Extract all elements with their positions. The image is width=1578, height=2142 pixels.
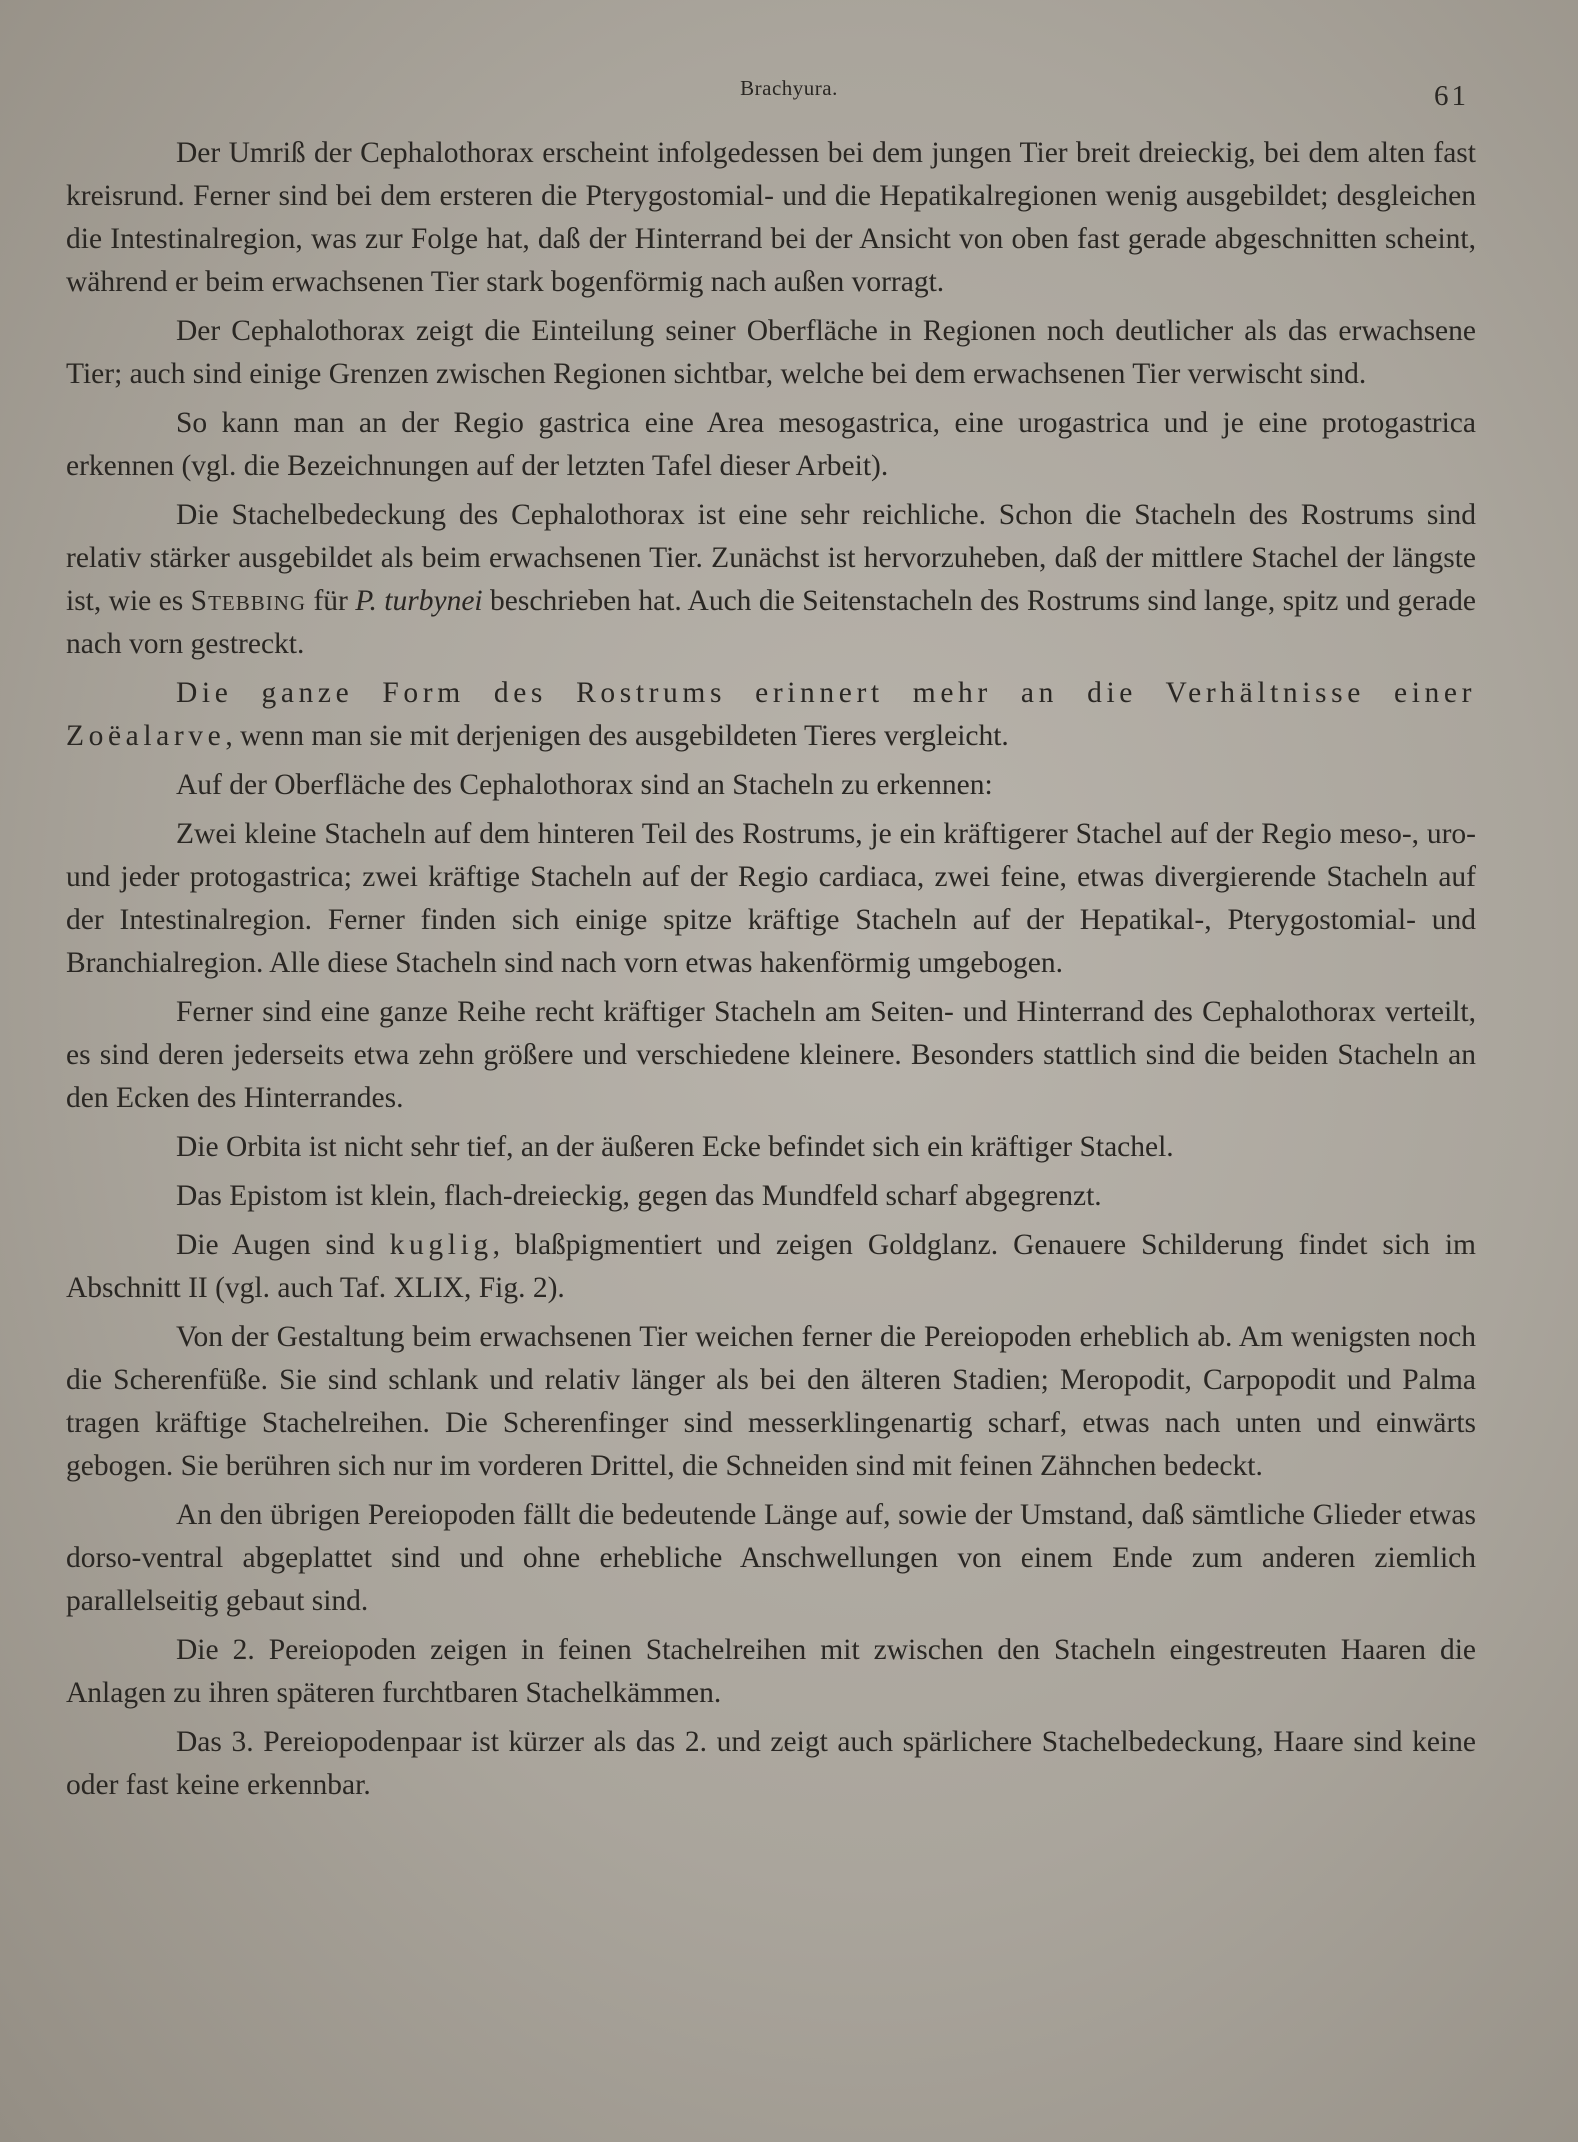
body-text <box>66 132 1476 1813</box>
page-number: 61 <box>1434 80 1469 112</box>
paragraph-11-text-a: Die Augen sind <box>176 1229 390 1261</box>
emphasized-spaced-text: Die ganze Form des Rostrums erinnert mehr an die Verhältnisse einer Zoëalarve <box>66 677 1476 752</box>
paragraph-10: Das Epistom ist klein, flach-dreieckig, gegen das Mundfeld scharf abgegrenzt. <box>176 1180 1102 1212</box>
emphasized-spaced-word: kuglig <box>389 1229 493 1261</box>
paragraph-11-text-b: , blaßpigmentiert und zeigen Goldglanz. Genauere Schilderung findet sich im Abschnitt II (vgl. auch Taf. XLIX, Fig. 2). <box>66 1229 1476 1304</box>
paragraph-3: So kann man an der Regio gastrica eine Area mesogastrica, eine urogastrica und je eine protogastrica erkennen (vgl. die Bezeichnungen auf der letzten Tafel dieser Arbeit). <box>66 407 1476 482</box>
paragraph-7: Zwei kleine Stacheln auf dem hinteren Teil des Rostrums, je ein kräftigerer Stachel auf der Regio meso-, uro- und jeder protogastrica; zwei kräftige Stacheln auf der Regio cardiaca, zwei feine, etwas divergierende Stacheln auf der Intestinalregion. Ferner finden sich einige spitze kräftige Stacheln auf der Hepatikal-, Pterygostomial- und Branchialregion. Alle diese Stacheln sind nach vorn etwas hakenförmig umgebogen. <box>66 818 1476 979</box>
paragraph-1: Der Umriß der Cephalothorax erscheint infolgedessen bei dem jungen Tier breit dreieckig, bei dem alten fast kreisrund. Ferner sind bei dem ersteren die Pterygostomial- und die Hepatikalregionen wenig ausgebildet; desgleichen die Intestinalregion, was zur Folge hat, daß der Hinterrand bei der Ansicht von oben fast gerade abgeschnitten scheint, während er beim erwachsenen Tier stark bogenförmig nach außen vorragt. <box>66 137 1476 298</box>
paragraph-8: Ferner sind eine ganze Reihe recht kräftiger Stacheln am Seiten- und Hinterrand des Cephalothorax verteilt, es sind deren jederseits etwa zehn größere und verschiedene kleinere. Besonders stattlich sind die beiden Stacheln an den Ecken des Hinterrandes. <box>66 996 1476 1114</box>
paragraph-12: Von der Gestaltung beim erwachsenen Tier weichen ferner die Pereiopoden erheblich ab. Am wenigsten noch die Scherenfüße. Sie sind schlank und relativ länger als bei den älteren Stadien; Meropodit, Carpopodit und Palma tragen kräftige Stachelreihen. Die Scherenfinger sind messerklingenartig scharf, etwas nach unten und einwärts gebogen. Sie berühren sich nur im vorderen Drittel, die Schneiden sind mit feinen Zähnchen bedeckt. <box>66 1321 1476 1482</box>
paragraph-5 <box>66 672 1476 758</box>
species-name: P. turbynei <box>355 585 483 617</box>
paragraph-11 <box>66 1224 1476 1310</box>
paragraph-15: Das 3. Pereiopodenpaar ist kürzer als das 2. und zeigt auch spärlichere Stachelbedeckung, Haare sind keine oder fast keine erkennbar. <box>66 1726 1476 1801</box>
paragraph-4-text-b: für <box>306 585 356 617</box>
author-name-stebbing: Stebbing <box>190 585 307 617</box>
paragraph-4-text-a: Die Stachelbedeckung des Cephalothorax ist eine sehr reichliche. Schon die Stacheln des Rostrums sind relativ stärker ausgebildet als beim erwachsenen Tier. Zunächst ist hervorzuheben, daß der mittlere Stachel der längste ist, wie es <box>66 499 1476 617</box>
paragraph-13: An den übrigen Pereiopoden fällt die bedeutende Länge auf, sowie der Umstand, daß sämtliche Glieder etwas dorso-ventral abgeplattet sind und ohne erhebliche Anschwellungen von einem Ende zum anderen ziemlich parallelseitig gebaut sind. <box>66 1499 1476 1617</box>
paragraph-14: Die 2. Pereiopoden zeigen in feinen Stachelreihen mit zwischen den Stacheln eingestreuten Haaren die Anlagen zu ihren späteren furchtbaren Stachelkämmen. <box>66 1634 1476 1709</box>
paragraph-4 <box>66 494 1476 666</box>
paragraph-6: Auf der Oberfläche des Cephalothorax sind an Stacheln zu erkennen: <box>176 769 993 801</box>
paragraph-4-text-c: beschrieben hat. Auch die Seitenstacheln des Rostrums sind lange, spitz und gerade nach vorn gestreckt. <box>66 585 1477 660</box>
paragraph-2: Der Cephalothorax zeigt die Einteilung seiner Oberfläche in Regionen noch deutlicher als das erwachsene Tier; auch sind einige Grenzen zwischen Regionen sichtbar, welche bei dem erwachsenen Tier verwischt sind. <box>66 315 1476 390</box>
paragraph-9: Die Orbita ist nicht sehr tief, an der äußeren Ecke befindet sich ein kräftiger Stachel. <box>176 1131 1174 1163</box>
paragraph-5-text: , wenn man sie mit derjenigen des ausgebildeten Tieres vergleicht. <box>225 720 1009 752</box>
running-head: Brachyura. <box>740 76 838 100</box>
